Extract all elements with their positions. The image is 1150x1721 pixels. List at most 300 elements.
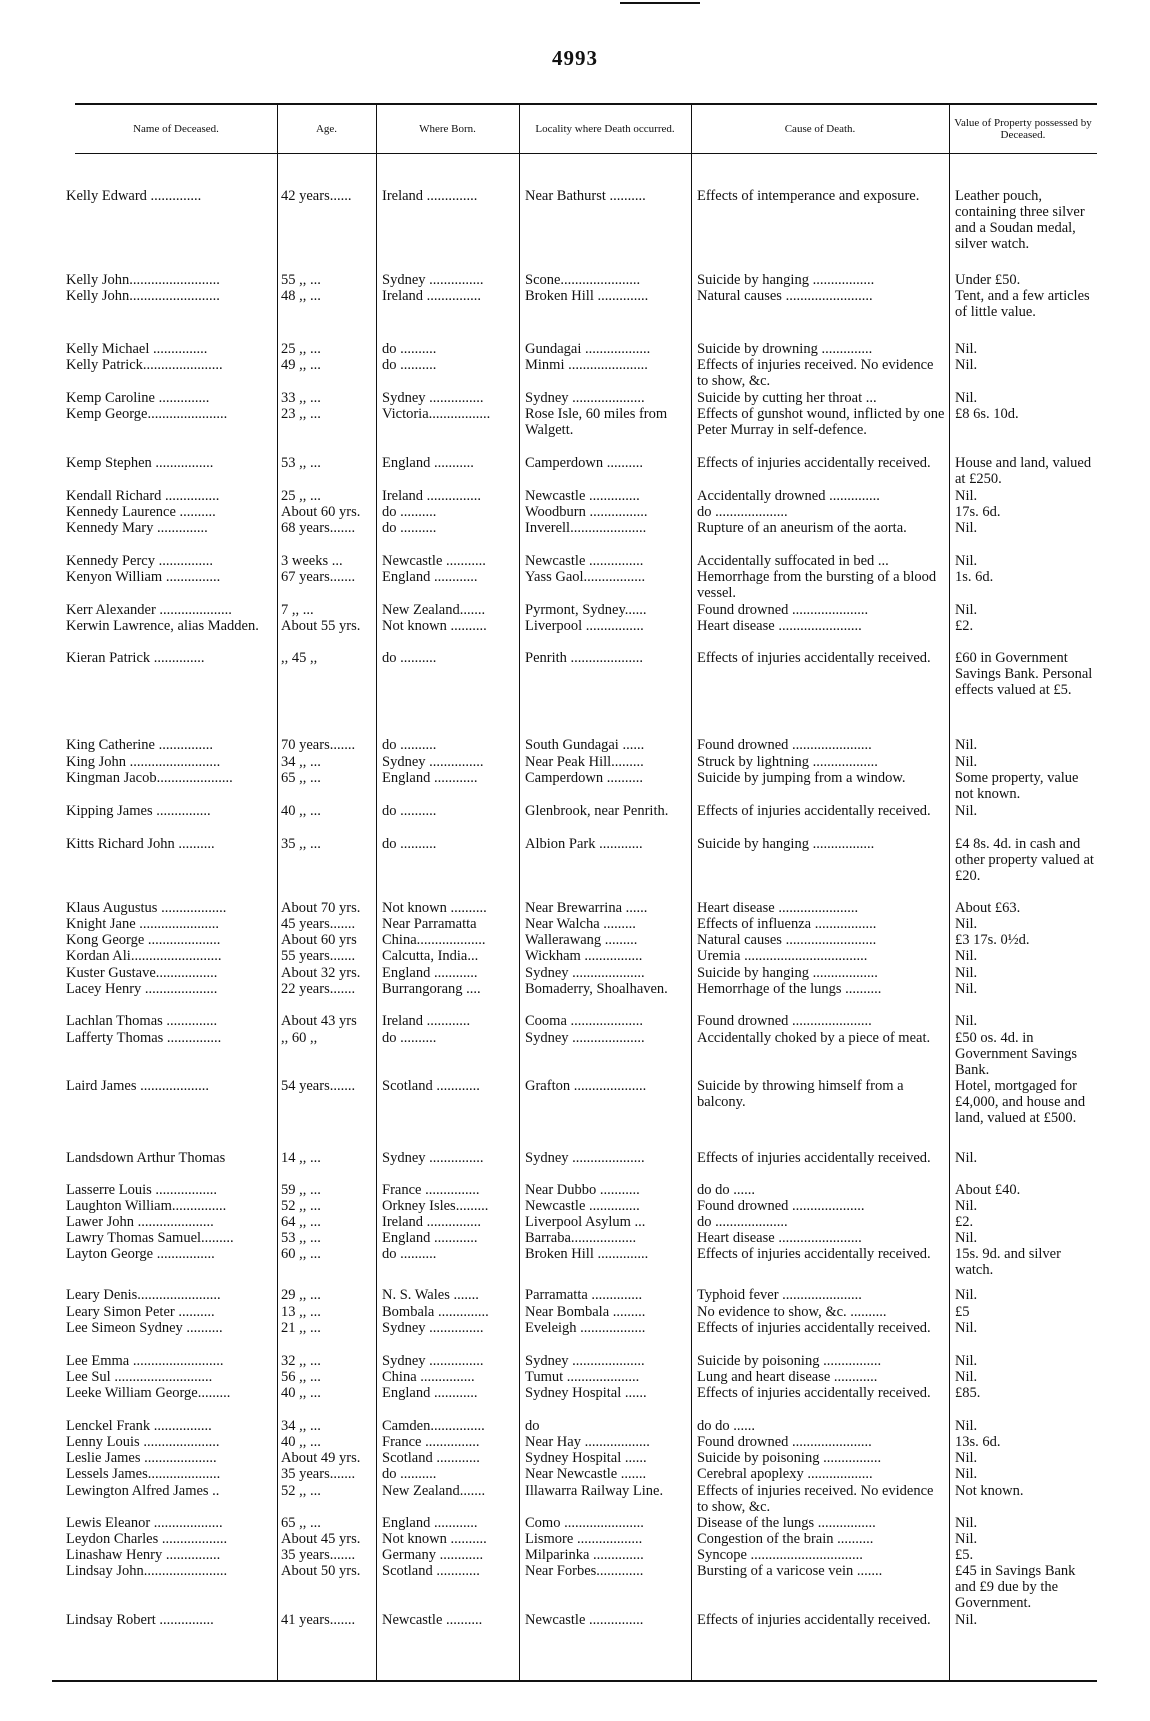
cell-property: About £40.: [955, 1182, 1021, 1198]
cell-cause: Suicide by cutting her throat ...: [697, 390, 877, 406]
cell-age: About 32 yrs.: [281, 965, 361, 981]
cell-property: Nil.: [955, 1198, 978, 1214]
cell-where-born: Scotland ............: [382, 1450, 480, 1466]
cell-property: Hotel, mortgaged for £4,000, and house and land, valued at £500.: [955, 1078, 1089, 1126]
cell-name: Kendall Richard ...............: [66, 488, 220, 504]
cell-cause: Heart disease .......................: [697, 618, 862, 634]
cell-locality: Grafton ....................: [525, 1078, 647, 1094]
cell-cause: Effects of injuries accidentally received.: [697, 1320, 931, 1336]
cell-where-born: France ...............: [382, 1434, 480, 1450]
cell-property: £50 os. 4d. in Government Savings Bank.: [955, 1030, 1081, 1078]
cell-age: 22 years.......: [281, 981, 356, 997]
cell-where-born: Newcastle ..........: [382, 1612, 483, 1628]
cell-where-born: Near Parramatta: [382, 916, 477, 932]
cell-locality: Woodburn ................: [525, 504, 648, 520]
cell-property: £45 in Savings Bank and £9 due by the Government.: [955, 1563, 1080, 1611]
cell-cause: Found drowned ......................: [697, 1434, 872, 1450]
cell-locality: Near Peak Hill.........: [525, 754, 644, 770]
cell-where-born: Sydney ...............: [382, 1150, 484, 1166]
cell-age: 60 ,, ...: [281, 1246, 321, 1262]
cell-age: 25 ,, ...: [281, 341, 321, 357]
cell-property: Some property, value not known.: [955, 770, 1083, 802]
cell-where-born: do ..........: [382, 650, 437, 666]
cell-cause: Suicide by hanging .................: [697, 836, 875, 852]
cell-where-born: do ..........: [382, 341, 437, 357]
cell-locality: South Gundagai ......: [525, 737, 645, 753]
cell-locality: Inverell.....................: [525, 520, 647, 536]
cell-property: Nil.: [955, 488, 978, 504]
cell-where-born: Orkney Isles.........: [382, 1198, 489, 1214]
cell-property: Nil.: [955, 1150, 978, 1166]
cell-cause: do ....................: [697, 504, 788, 520]
cell-cause: Effects of injuries received. No evidence to show, &c.: [697, 357, 938, 389]
cell-where-born: Sydney ...............: [382, 272, 484, 288]
cell-property: £5.: [955, 1547, 974, 1563]
cell-where-born: England ............: [382, 1230, 478, 1246]
cell-property: Nil.: [955, 1531, 978, 1547]
cell-age: 70 years.......: [281, 737, 356, 753]
cell-name: Lindsay Robert ...............: [66, 1612, 214, 1628]
cell-cause: Effects of injuries accidentally received.: [697, 1150, 931, 1166]
cell-age: ,, 60 ,,: [281, 1030, 318, 1046]
cell-cause: Cerebral apoplexy ..................: [697, 1466, 873, 1482]
cell-locality: Near Newcastle .......: [525, 1466, 647, 1482]
cell-name: Kieran Patrick ..............: [66, 650, 205, 666]
cell-where-born: Sydney ...............: [382, 1320, 484, 1336]
cell-age: 48 ,, ...: [281, 288, 321, 304]
cell-where-born: do ..........: [382, 737, 437, 753]
cell-property: 1s. 6d.: [955, 569, 994, 585]
cell-locality: Near Dubbo ...........: [525, 1182, 640, 1198]
cell-property: £8 6s. 10d.: [955, 406, 1019, 422]
cell-locality: Near Bathurst ..........: [525, 188, 646, 204]
cell-where-born: Ireland ............: [382, 1013, 471, 1029]
cell-cause: Heart disease .......................: [697, 1230, 862, 1246]
cell-where-born: do ..........: [382, 357, 437, 373]
cell-where-born: Ireland ...............: [382, 288, 482, 304]
cell-age: About 43 yrs: [281, 1013, 357, 1029]
cell-cause: Suicide by hanging .................: [697, 272, 875, 288]
cell-name: Lacey Henry ....................: [66, 981, 218, 997]
cell-property: Nil.: [955, 1450, 978, 1466]
header-where-born: Where Born.: [419, 122, 476, 135]
cell-locality: Near Bombala .........: [525, 1304, 646, 1320]
cell-locality: Newcastle ...............: [525, 553, 644, 569]
cell-property: Nil.: [955, 1418, 978, 1434]
cell-cause: Effects of injuries accidentally received.: [697, 1246, 931, 1262]
cell-locality: Sydney Hospital ......: [525, 1450, 647, 1466]
cell-name: Lawer John .....................: [66, 1214, 214, 1230]
cell-property: £4 8s. 4d. in cash and other property valued at £20.: [955, 836, 1098, 884]
cell-age: 34 ,, ...: [281, 754, 321, 770]
cell-where-born: Burrangorang ....: [382, 981, 481, 997]
cell-cause: Suicide by poisoning ................: [697, 1353, 882, 1369]
cell-locality: Sydney ....................: [525, 965, 645, 981]
cell-locality: Illawarra Railway Line.: [525, 1483, 664, 1499]
header-name: Name of Deceased.: [133, 122, 219, 135]
cell-locality: Sydney ....................: [525, 1353, 645, 1369]
cell-locality: Camperdown ..........: [525, 770, 643, 786]
cell-age: 34 ,, ...: [281, 1418, 321, 1434]
cell-where-born: Newcastle ...........: [382, 553, 486, 569]
cell-name: Kordan Ali.........................: [66, 948, 222, 964]
cell-property: House and land, valued at £250.: [955, 455, 1095, 487]
cell-cause: Disease of the lungs ................: [697, 1515, 876, 1531]
cell-where-born: England ............: [382, 1385, 478, 1401]
cell-property: £85.: [955, 1385, 981, 1401]
cell-where-born: do ..........: [382, 504, 437, 520]
cell-cause: Congestion of the brain ..........: [697, 1531, 874, 1547]
cell-name: Leary Simon Peter ..........: [66, 1304, 215, 1320]
cell-age: About 55 yrs.: [281, 618, 361, 634]
cell-locality: Albion Park ............: [525, 836, 643, 852]
cell-age: 23 ,, ...: [281, 406, 321, 422]
cell-age: 68 years.......: [281, 520, 356, 536]
cell-cause: Heart disease ......................: [697, 900, 859, 916]
cell-property: Nil.: [955, 341, 978, 357]
cell-age: 21 ,, ...: [281, 1320, 321, 1336]
cell-name: Kelly Edward ..............: [66, 188, 202, 204]
cell-name: Kuster Gustave.................: [66, 965, 218, 981]
cell-locality: Newcastle ..............: [525, 1198, 640, 1214]
cell-property: Nil.: [955, 754, 978, 770]
header-bottom-rule: [75, 153, 1097, 154]
cell-where-born: England ............: [382, 569, 478, 585]
cell-property: Not known.: [955, 1483, 1024, 1499]
cell-age: 32 ,, ...: [281, 1353, 321, 1369]
cell-property: £3 17s. 0½d.: [955, 932, 1030, 948]
cell-locality: Parramatta ..............: [525, 1287, 643, 1303]
cell-name: Laird James ...................: [66, 1078, 209, 1094]
cell-locality: Near Brewarrina ......: [525, 900, 648, 916]
cell-property: 17s. 6d.: [955, 504, 1001, 520]
cell-property: Nil.: [955, 1287, 978, 1303]
cell-property: Nil.: [955, 1320, 978, 1336]
cell-name: Lewis Eleanor ...................: [66, 1515, 223, 1531]
cell-cause: Syncope ...............................: [697, 1547, 863, 1563]
cell-age: 52 ,, ...: [281, 1198, 321, 1214]
cell-age: About 60 yrs: [281, 932, 357, 948]
cell-locality: do: [525, 1418, 540, 1434]
cell-age: 40 ,, ...: [281, 1434, 321, 1450]
cell-where-born: Germany ............: [382, 1547, 484, 1563]
cell-property: Nil.: [955, 602, 978, 618]
cell-name: Kennedy Mary ..............: [66, 520, 208, 536]
cell-cause: Found drowned ....................: [697, 1198, 865, 1214]
cell-age: About 60 yrs.: [281, 504, 361, 520]
cell-where-born: Calcutta, India...: [382, 948, 479, 964]
cell-name: Kelly Patrick......................: [66, 357, 223, 373]
cell-locality: Sydney ....................: [525, 390, 645, 406]
cell-where-born: England ...........: [382, 455, 474, 471]
cell-cause: do do ......: [697, 1418, 755, 1434]
cell-name: Leeke William George.........: [66, 1385, 231, 1401]
cell-property: Nil.: [955, 1515, 978, 1531]
cell-cause: Accidentally drowned ..............: [697, 488, 880, 504]
cell-locality: Sydney Hospital ......: [525, 1385, 647, 1401]
cell-name: Linashaw Henry ...............: [66, 1547, 221, 1563]
cell-property: £2.: [955, 1214, 974, 1230]
cell-age: 54 years.......: [281, 1078, 356, 1094]
cell-locality: Como ......................: [525, 1515, 644, 1531]
cell-where-born: do ..........: [382, 1466, 437, 1482]
cell-age: 42 years......: [281, 188, 352, 204]
cell-cause: Suicide by drowning ..............: [697, 341, 873, 357]
cell-name: Leydon Charles ..................: [66, 1531, 228, 1547]
cell-where-born: Not known ..........: [382, 618, 487, 634]
cell-age: 40 ,, ...: [281, 803, 321, 819]
cell-locality: Glenbrook, near Penrith.: [525, 803, 669, 819]
cell-property: £5: [955, 1304, 970, 1320]
cell-age: 35 ,, ...: [281, 836, 321, 852]
cell-locality: Eveleigh ..................: [525, 1320, 646, 1336]
cell-locality: Pyrmont, Sydney......: [525, 602, 647, 618]
cell-name: Lee Simeon Sydney ..........: [66, 1320, 223, 1336]
cell-age: About 70 yrs.: [281, 900, 361, 916]
cell-where-born: Not known ..........: [382, 1531, 487, 1547]
cell-cause: Effects of injuries accidentally received.: [697, 455, 931, 471]
cell-age: About 45 yrs.: [281, 1531, 361, 1547]
cell-age: 65 ,, ...: [281, 770, 321, 786]
cell-name: Lindsay John.......................: [66, 1563, 228, 1579]
cell-age: 40 ,, ...: [281, 1385, 321, 1401]
cell-where-born: Victoria.................: [382, 406, 491, 422]
cell-name: Klaus Augustus ..................: [66, 900, 227, 916]
cell-where-born: France ...............: [382, 1182, 480, 1198]
cell-where-born: Not known ..........: [382, 900, 487, 916]
cell-where-born: Camden...............: [382, 1418, 485, 1434]
cell-property: Nil.: [955, 916, 978, 932]
cell-cause: Suicide by poisoning ................: [697, 1450, 882, 1466]
cell-property: Nil.: [955, 1612, 978, 1628]
cell-where-born: do ..........: [382, 520, 437, 536]
cell-cause: Found drowned ......................: [697, 1013, 872, 1029]
cell-cause: Effects of gunshot wound, inflicted by one Peter Murray in self-defence.: [697, 406, 949, 438]
cell-where-born: New Zealand.......: [382, 1483, 486, 1499]
cell-where-born: N. S. Wales .......: [382, 1287, 479, 1303]
top-rule: [620, 2, 700, 4]
cell-locality: Scone......................: [525, 272, 641, 288]
cell-where-born: England ............: [382, 965, 478, 981]
cell-locality: Wickham ................: [525, 948, 643, 964]
cell-where-born: Ireland ...............: [382, 488, 482, 504]
cell-name: Lafferty Thomas ...............: [66, 1030, 222, 1046]
cell-cause: Effects of injuries accidentally received.: [697, 650, 931, 666]
cell-age: 13 ,, ...: [281, 1304, 321, 1320]
cell-name: Kennedy Laurence ..........: [66, 504, 216, 520]
cell-name: Kipping James ...............: [66, 803, 211, 819]
cell-age: 65 ,, ...: [281, 1515, 321, 1531]
cell-cause: Hemorrhage of the lungs ..........: [697, 981, 882, 997]
cell-name: Knight Jane ......................: [66, 916, 220, 932]
cell-locality: Liverpool ................: [525, 618, 644, 634]
cell-property: Nil.: [955, 390, 978, 406]
cell-name: King John .........................: [66, 754, 221, 770]
cell-property: About £63.: [955, 900, 1021, 916]
cell-property: 15s. 9d. and silver watch.: [955, 1246, 1065, 1278]
cell-property: Nil.: [955, 1466, 978, 1482]
cell-age: About 50 yrs.: [281, 1563, 361, 1579]
cell-locality: Barraba..................: [525, 1230, 637, 1246]
cell-where-born: Sydney ...............: [382, 754, 484, 770]
cell-cause: Found drowned ......................: [697, 737, 872, 753]
cell-locality: Cooma ....................: [525, 1013, 644, 1029]
header-locality: Locality where Death occurred.: [535, 122, 675, 135]
cell-name: Lasserre Louis .................: [66, 1182, 218, 1198]
cell-age: 7 ,, ...: [281, 602, 314, 618]
cell-cause: Lung and heart disease ............: [697, 1369, 878, 1385]
cell-name: Laughton William...............: [66, 1198, 227, 1214]
cell-name: Kennedy Percy ...............: [66, 553, 213, 569]
cell-cause: Effects of intemperance and exposure.: [697, 188, 920, 204]
cell-cause: Effects of injuries accidentally received.: [697, 1612, 931, 1628]
cell-name: Kemp Caroline ..............: [66, 390, 210, 406]
cell-age: 33 ,, ...: [281, 390, 321, 406]
cell-where-born: Sydney ...............: [382, 1353, 484, 1369]
cell-name: Kong George ....................: [66, 932, 221, 948]
cell-age: 55 years.......: [281, 948, 356, 964]
cell-name: Kerr Alexander ....................: [66, 602, 232, 618]
cell-locality: Milparinka ..............: [525, 1547, 644, 1563]
cell-property: Nil.: [955, 1013, 978, 1029]
cell-name: Kerwin Lawrence, alias Madden.: [66, 618, 259, 634]
cell-cause: Natural causes ........................: [697, 288, 873, 304]
cell-locality: Sydney ....................: [525, 1030, 645, 1046]
cell-name: Lawry Thomas Samuel.........: [66, 1230, 234, 1246]
cell-name: Landsdown Arthur Thomas: [66, 1150, 226, 1166]
cell-where-born: China...................: [382, 932, 486, 948]
cell-property: £2.: [955, 618, 974, 634]
cell-name: Leary Denis.......................: [66, 1287, 221, 1303]
cell-property: Nil.: [955, 981, 978, 997]
cell-name: Kenyon William ...............: [66, 569, 221, 585]
cell-cause: Found drowned .....................: [697, 602, 869, 618]
cell-property: Nil.: [955, 948, 978, 964]
cell-where-born: do ..........: [382, 1246, 437, 1262]
cell-locality: Wallerawang .........: [525, 932, 638, 948]
header-age: Age.: [315, 122, 338, 135]
cell-cause: Rupture of an aneurism of the aorta.: [697, 520, 907, 536]
cell-property: Under £50.: [955, 272, 1021, 288]
cell-cause: Effects of injuries accidentally received.: [697, 1385, 931, 1401]
cell-name: Kelly John.........................: [66, 288, 220, 304]
cell-cause: Suicide by throwing himself from a balcony.: [697, 1078, 908, 1110]
cell-cause: Bursting of a varicose vein .......: [697, 1563, 883, 1579]
cell-property: Nil.: [955, 520, 978, 536]
cell-property: Nil.: [955, 1369, 978, 1385]
cell-name: Lee Sul ...........................: [66, 1369, 213, 1385]
cell-cause: Typhoid fever ......................: [697, 1287, 862, 1303]
cell-cause: Hemorrhage from the bursting of a blood vessel.: [697, 569, 940, 601]
cell-age: 3 weeks ...: [281, 553, 343, 569]
cell-cause: Suicide by jumping from a window.: [697, 770, 906, 786]
cell-name: Lee Emma .........................: [66, 1353, 224, 1369]
cell-name: Lachlan Thomas ..............: [66, 1013, 218, 1029]
cell-cause: do do ......: [697, 1182, 755, 1198]
cell-age: 52 ,, ...: [281, 1483, 321, 1499]
cell-age: ,, 45 ,,: [281, 650, 318, 666]
cell-where-born: Bombala ..............: [382, 1304, 489, 1320]
page-number: 4993: [552, 46, 598, 70]
cell-where-born: Scotland ............: [382, 1563, 480, 1579]
cell-locality: Bomaderry, Shoalhaven.: [525, 981, 668, 997]
cell-property: Nil.: [955, 1353, 978, 1369]
cell-name: Kitts Richard John ..........: [66, 836, 215, 852]
cell-name: Kingman Jacob.....................: [66, 770, 233, 786]
cell-locality: Newcastle ..............: [525, 488, 640, 504]
cell-where-born: do ..........: [382, 836, 437, 852]
cell-cause: No evidence to show, &c. ..........: [697, 1304, 887, 1320]
cell-locality: Minmi ......................: [525, 357, 648, 373]
cell-cause: Suicide by hanging ..................: [697, 965, 878, 981]
cell-locality: Rose Isle, 60 miles from Walgett.: [525, 406, 671, 438]
cell-where-born: England ............: [382, 1515, 478, 1531]
cell-name: Lenny Louis .....................: [66, 1434, 220, 1450]
cell-name: Kemp Stephen ................: [66, 455, 214, 471]
cell-name: Leslie James ....................: [66, 1450, 217, 1466]
cell-cause: Struck by lightning ..................: [697, 754, 878, 770]
cell-where-born: Scotland ............: [382, 1078, 480, 1094]
cell-name: Kelly John.........................: [66, 272, 220, 288]
table-bottom-rule: [52, 1680, 1097, 1682]
cell-property: Nil.: [955, 803, 978, 819]
cell-where-born: China ...............: [382, 1369, 475, 1385]
cell-name: Lessels James....................: [66, 1466, 221, 1482]
cell-age: 14 ,, ...: [281, 1150, 321, 1166]
cell-locality: Tumut ....................: [525, 1369, 640, 1385]
header-property: Value of Property possessed by Deceased.: [954, 116, 1092, 141]
cell-age: 64 ,, ...: [281, 1214, 321, 1230]
cell-property: Nil.: [955, 357, 978, 373]
cell-property: Nil.: [955, 553, 978, 569]
cell-age: 55 ,, ...: [281, 272, 321, 288]
cell-cause: Accidentally suffocated in bed ...: [697, 553, 889, 569]
cell-property: Leather pouch, containing three silver and a Soudan medal, silver watch.: [955, 188, 1089, 252]
cell-cause: Effects of influenza .................: [697, 916, 877, 932]
cell-where-born: do ..........: [382, 1030, 437, 1046]
cell-age: 56 ,, ...: [281, 1369, 321, 1385]
cell-locality: Sydney ....................: [525, 1150, 645, 1166]
cell-name: King Catherine ...............: [66, 737, 213, 753]
cell-locality: Broken Hill ..............: [525, 1246, 649, 1262]
cell-name: Kelly Michael ...............: [66, 341, 208, 357]
cell-where-born: Ireland ...............: [382, 1214, 482, 1230]
cell-name: Kemp George......................: [66, 406, 228, 422]
cell-property: 13s. 6d.: [955, 1434, 1001, 1450]
cell-locality: Penrith ....................: [525, 650, 644, 666]
cell-age: 49 ,, ...: [281, 357, 321, 373]
cell-where-born: do ..........: [382, 803, 437, 819]
cell-where-born: New Zealand.......: [382, 602, 486, 618]
cell-locality: Newcastle ...............: [525, 1612, 644, 1628]
cell-property: Nil.: [955, 965, 978, 981]
cell-name: Lenckel Frank ................: [66, 1418, 212, 1434]
cell-age: 25 ,, ...: [281, 488, 321, 504]
cell-locality: Yass Gaol.................: [525, 569, 646, 585]
cell-age: 35 years.......: [281, 1547, 356, 1563]
cell-age: 67 years.......: [281, 569, 356, 585]
cell-locality: Broken Hill ..............: [525, 288, 649, 304]
header-cause: Cause of Death.: [784, 122, 856, 135]
cell-where-born: England ............: [382, 770, 478, 786]
cell-locality: Near Walcha .........: [525, 916, 636, 932]
cell-cause: Accidentally choked by a piece of meat.: [697, 1030, 931, 1046]
cell-locality: Liverpool Asylum ...: [525, 1214, 646, 1230]
cell-name: Layton George ................: [66, 1246, 215, 1262]
cell-cause: Effects of injuries received. No evidence to show, &c.: [697, 1483, 938, 1515]
cell-age: 29 ,, ...: [281, 1287, 321, 1303]
cell-property: Nil.: [955, 1230, 978, 1246]
